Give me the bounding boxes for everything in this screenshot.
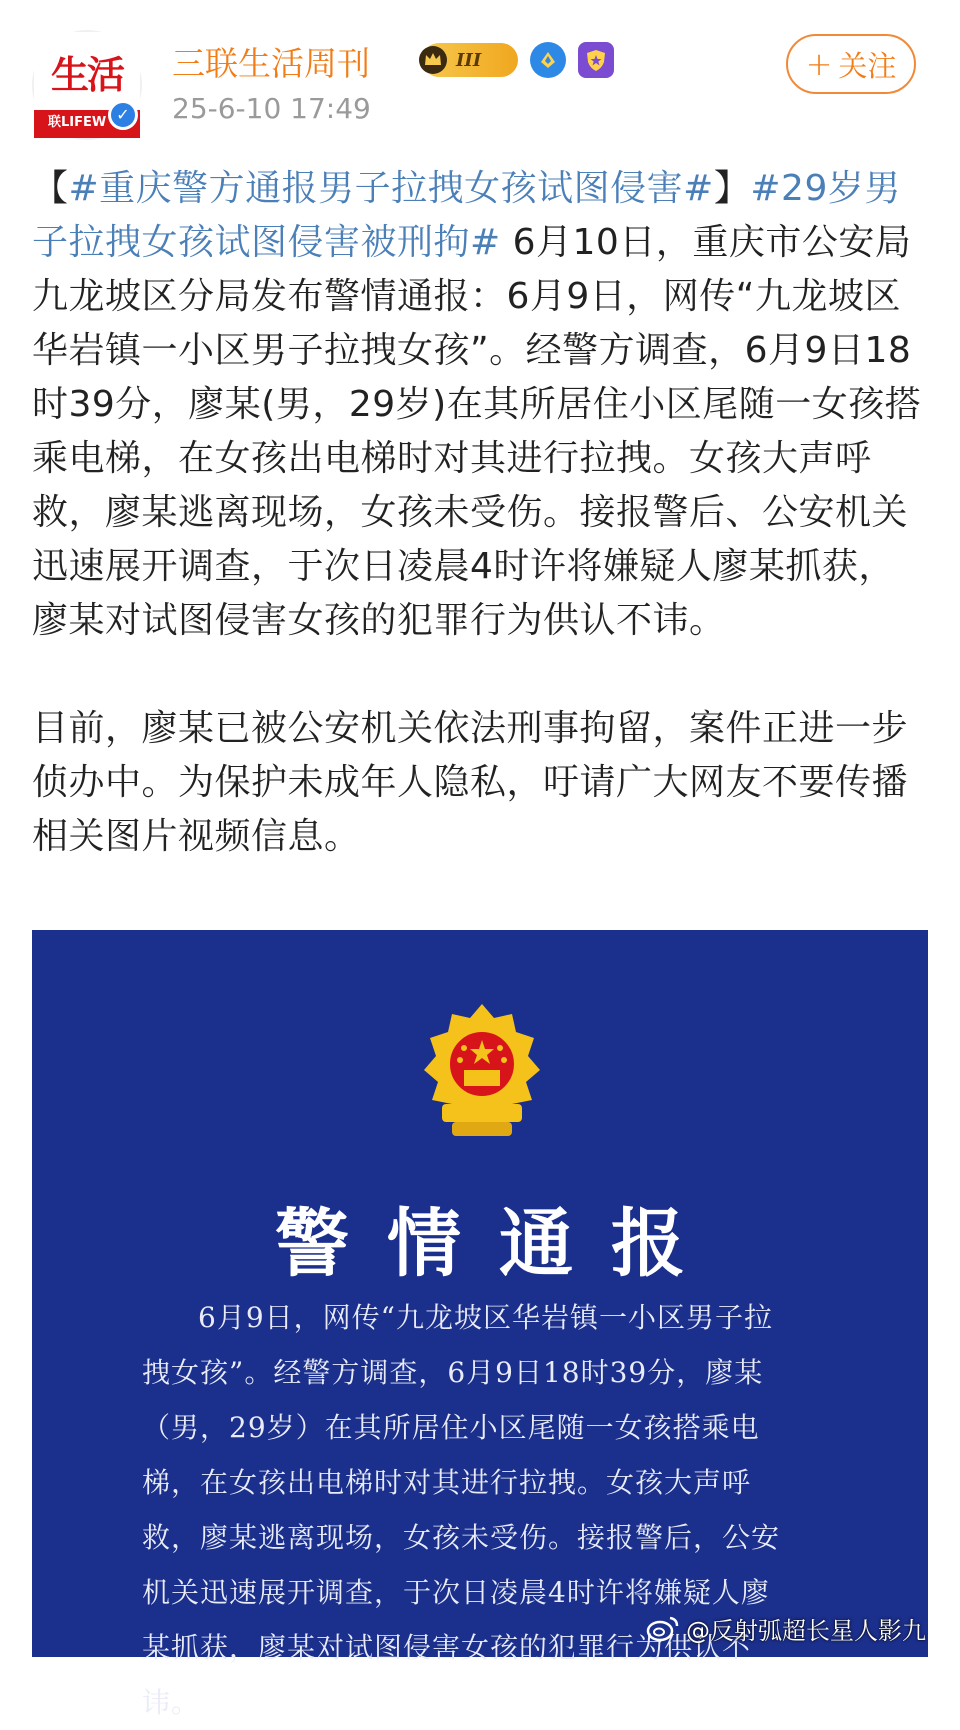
post-body: [32, 162, 924, 864]
crown-icon: [418, 45, 448, 75]
notice-title: 警情通报: [275, 1201, 723, 1287]
medal-icon[interactable]: [530, 42, 566, 78]
bracket-close: 】: [713, 168, 751, 209]
shield-icon[interactable]: [578, 42, 614, 78]
post-time: 25-6-10 17:49: [172, 92, 371, 125]
shield-shape: [583, 47, 609, 73]
watermark-text: @反射弧超长星人影九: [686, 1616, 926, 1645]
vip-level-text: III: [456, 49, 482, 71]
vip-level-badge[interactable]: [422, 43, 518, 77]
medal-shape: [536, 48, 560, 72]
police-notice-image[interactable]: [32, 930, 928, 1719]
hashtag-topic-1[interactable]: #重庆警方通报男子拉拽女孩试图侵害#: [68, 168, 714, 209]
post-header: [0, 0, 960, 150]
notice-body: 6月9日，网传“九龙坡区华岩镇一小区男子拉拽女孩”。经警方调查，6月9日18时39分，廖某（男，29岁）在其所居住小区尾随一女孩搭乘电梯，在女孩出电梯时对其进行拉拽。女孩大声呼救，廖某逃离现场，女孩未受伤。接报警后，公安机关迅速展开调查，于次日凌晨4时许将嫌疑人廖某抓获，廖某对试图侵害女孩的犯罪行为供认不讳。: [142, 1301, 781, 1719]
avatar-logo-text: 生活: [34, 32, 140, 110]
post-paragraph-2: 目前，廖某已被公安机关依法刑事拘留，案件正进一步侦办中。为保护未成年人隐私，吁请广大网友不要传播相关图片视频信息。: [32, 708, 909, 857]
avatar-logo-subtext: 联LIFEW: [34, 110, 140, 138]
follow-button[interactable]: [786, 34, 916, 94]
watermark: [646, 1608, 926, 1648]
weibo-logo-icon: [646, 1613, 680, 1643]
police-emblem-icon: [412, 1000, 552, 1150]
follow-label: 关注: [838, 48, 897, 83]
bracket-open: 【: [32, 168, 69, 209]
user-badges: [422, 40, 614, 80]
plus-icon: +: [805, 45, 833, 83]
verified-icon: ✓: [108, 100, 138, 130]
post-paragraph-1: [32, 162, 924, 648]
user-name[interactable]: 三联生活周刊: [172, 44, 370, 83]
hashtag-topic-2[interactable]: #29岁男子拉拽女孩试图侵害被刑拘#: [32, 168, 901, 263]
post-text-main: 6月10日，重庆市公安局九龙坡区分局发布警情通报：6月9日，网传“九龙坡区华岩镇一小区男子拉拽女孩”。经警方调查，6月9日18时39分，廖某(男，29岁)在其所居住小区尾随一女孩搭乘电梯，在女孩出电梯时对其进行拉拽。女孩大声呼救，廖某逃离现场，女孩未受伤。接报警后、公安机关迅速展开调查，于次日凌晨4时许将嫌疑人廖某抓获，廖某对试图侵害女孩的犯罪行为供认不讳。: [32, 222, 922, 641]
